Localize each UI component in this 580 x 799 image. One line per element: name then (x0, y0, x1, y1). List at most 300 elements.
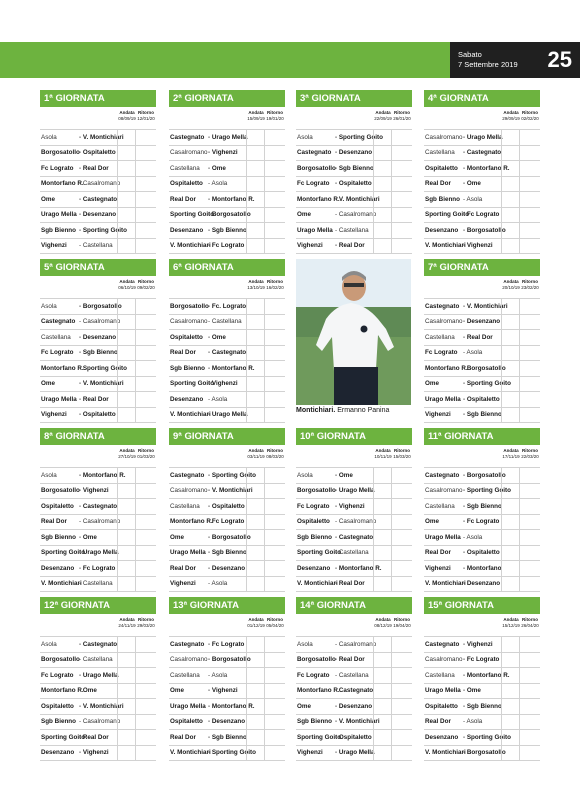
home-team: Castellana (170, 502, 200, 510)
home-team: Sporting Goito (41, 549, 86, 557)
andata-score-box (373, 653, 391, 668)
andata-score-box (373, 177, 391, 192)
away-team: - Borgosatollo (463, 365, 501, 372)
date-columns (424, 276, 540, 298)
andata-score-box (501, 130, 519, 145)
home-team: Ome (297, 211, 311, 219)
andata-score-box (373, 499, 391, 514)
ritorno-date: 19/01/20 (266, 115, 284, 121)
home-team: V. Montichiari (297, 580, 338, 588)
match-row (424, 529, 540, 545)
ritorno-score-box (519, 330, 537, 345)
match-row (424, 545, 540, 561)
andata-score-box (246, 530, 264, 545)
match-row (169, 560, 285, 576)
home-team: V. Montichiari (425, 242, 466, 250)
match-row (169, 238, 285, 255)
away-team: - Vighenzi (79, 487, 117, 494)
home-team: Ospitaletto (170, 718, 203, 726)
away-team: - Sporting Goito (208, 749, 246, 756)
andata-col (118, 448, 136, 459)
date-columns (296, 614, 412, 636)
ritorno-score-box (519, 208, 537, 223)
date-columns (40, 107, 156, 129)
home-team: Ome (425, 518, 439, 526)
andata-score-box (373, 684, 391, 699)
andata-score-box (246, 208, 264, 223)
match-row (40, 238, 156, 255)
away-team: - Urago Mella (335, 749, 373, 756)
home-team: Sporting Goito (170, 211, 215, 219)
away-team: - Castegnato (335, 687, 373, 694)
ritorno-score-box (519, 315, 537, 330)
match-row (169, 176, 285, 192)
ritorno-score-box (135, 161, 153, 176)
away-team: - Castellana (79, 580, 117, 587)
away-team: - Desenzano (208, 718, 246, 725)
andata-score-box (117, 130, 135, 145)
ritorno-score-box (264, 730, 282, 745)
andata-col (502, 110, 520, 121)
andata-score-box (246, 668, 264, 683)
away-team: - Castellana (208, 318, 246, 325)
andata-score-box (373, 699, 391, 714)
match-row (424, 391, 540, 407)
home-team: Fc Lograto (425, 349, 458, 357)
away-team: - Asola (208, 396, 246, 403)
match-row (40, 560, 156, 576)
away-team: - Ome (79, 534, 117, 541)
andata-score-box (246, 546, 264, 561)
home-team: Urago Mella (41, 395, 77, 403)
away-team: - Desenzano (463, 318, 501, 325)
andata-date: 29/09/19 (502, 115, 520, 121)
home-team: Real Dor (41, 518, 67, 526)
ritorno-score-box (519, 192, 537, 207)
away-team: - Real Dor (79, 165, 117, 172)
round-card (40, 259, 156, 423)
away-team: - Real Dor (335, 656, 373, 663)
away-team: - Ome (208, 334, 246, 341)
andata-score-box (501, 730, 519, 745)
away-team: - Ome (463, 180, 501, 187)
ritorno-label: Ritorno (138, 448, 154, 453)
andata-score-box (117, 361, 135, 376)
match-row (40, 298, 156, 314)
match-row (424, 129, 540, 145)
andata-score-box (373, 239, 391, 254)
ritorno-score-box (264, 346, 282, 361)
away-team: - Sporting Goito (208, 472, 246, 479)
andata-score-box (501, 208, 519, 223)
away-team: - Vighenzi (208, 149, 246, 156)
home-team: Urago Mella (297, 226, 333, 234)
match-row (296, 160, 412, 176)
issue-day: Sabato (458, 50, 482, 59)
ritorno-score-box (391, 699, 409, 714)
match-row (424, 467, 540, 483)
ritorno-col (393, 448, 411, 459)
away-team: - Montorfano (463, 565, 501, 572)
match-row (40, 391, 156, 407)
ritorno-col (266, 279, 284, 290)
away-team: - Sgb Bienno (463, 503, 501, 510)
andata-date: 17/11/19 (502, 453, 520, 459)
andata-score-box (501, 746, 519, 761)
away-team: - Montorfano R. (79, 472, 117, 479)
home-team: Fc Lograto (41, 671, 74, 679)
away-team: - Desenzano (79, 211, 117, 218)
home-team: Castegnato (170, 471, 205, 479)
home-team: Asola (41, 471, 57, 479)
round-card (424, 90, 540, 254)
ritorno-score-box (264, 577, 282, 592)
ritorno-score-box (519, 577, 537, 592)
home-team: Casalromano (170, 656, 208, 664)
match-row (40, 222, 156, 238)
andata-date: 01/12/19 (247, 622, 265, 628)
away-team: - Sporting Goito (463, 380, 501, 387)
ritorno-score-box (135, 392, 153, 407)
home-team: Borgosatollo (297, 164, 336, 172)
ritorno-score-box (391, 561, 409, 576)
match-row (296, 729, 412, 745)
home-team: V. Montichiari (41, 580, 82, 588)
ritorno-score-box (391, 730, 409, 745)
away-team: - Asola (463, 196, 501, 203)
andata-score-box (117, 715, 135, 730)
ritorno-score-box (264, 392, 282, 407)
andata-score-box (501, 161, 519, 176)
away-team: - Borgosatollo (79, 303, 117, 310)
away-team: - Fc. Lograto (208, 303, 246, 310)
ritorno-score-box (264, 299, 282, 314)
match-row (296, 560, 412, 576)
away-team: - Casalromano (335, 641, 373, 648)
home-team: Sgb Bienno (297, 718, 332, 726)
match-row (296, 145, 412, 161)
andata-score-box (117, 684, 135, 699)
match-row (169, 683, 285, 699)
away-team: - V. Montichiari (79, 380, 117, 387)
home-team: V. Montichiari (170, 242, 211, 250)
away-team: - Real Dor (335, 242, 373, 249)
away-team: - Montorfano R. (208, 365, 246, 372)
ritorno-score-box (135, 192, 153, 207)
away-team: - Casalromano (79, 180, 117, 187)
andata-score-box (373, 730, 391, 745)
date-columns (40, 445, 156, 467)
ritorno-date: 08/03/20 (266, 453, 284, 459)
andata-score-box (373, 130, 391, 145)
ritorno-score-box (135, 408, 153, 423)
andata-date: 15/12/19 (502, 622, 520, 628)
andata-score-box (117, 561, 135, 576)
ritorno-score-box (135, 637, 153, 652)
away-team: - Desenzano (335, 703, 373, 710)
match-row (40, 207, 156, 223)
round-card (296, 90, 412, 254)
page-number: 25 (547, 47, 572, 72)
ritorno-score-box (519, 177, 537, 192)
home-team: Ome (41, 380, 55, 388)
home-team: Asola (41, 302, 57, 310)
ritorno-score-box (519, 684, 537, 699)
andata-col (247, 279, 265, 290)
match-row (169, 729, 285, 745)
match-row (40, 498, 156, 514)
andata-score-box (373, 715, 391, 730)
home-team: Vighenzi (425, 411, 451, 419)
ritorno-col (521, 279, 539, 290)
match-row (424, 176, 540, 192)
home-team: Ospitaletto (170, 180, 203, 188)
match-row (296, 514, 412, 530)
ritorno-score-box (135, 361, 153, 376)
away-team: - Fc Lograto (463, 518, 501, 525)
andata-label: Andata (248, 448, 264, 453)
round-title: 1ª GIORNATA (40, 90, 156, 107)
ritorno-score-box (135, 239, 153, 254)
ritorno-label: Ritorno (522, 110, 538, 115)
match-row (40, 345, 156, 361)
andata-label: Andata (375, 617, 391, 622)
andata-date: 10/11/19 (374, 453, 392, 459)
ritorno-score-box (519, 239, 537, 254)
match-row (169, 207, 285, 223)
ritorno-date: 12/01/20 (137, 115, 155, 121)
home-team: Castegnato (297, 149, 332, 157)
home-team: Vighenzi (41, 242, 67, 250)
ritorno-col (393, 617, 411, 628)
match-row (424, 207, 540, 223)
ritorno-score-box (519, 223, 537, 238)
match-row (40, 376, 156, 392)
ritorno-score-box (135, 684, 153, 699)
ritorno-label: Ritorno (267, 617, 283, 622)
match-row (424, 314, 540, 330)
home-team: Sgb Bienno (170, 364, 205, 372)
home-team: Borgosatollo (297, 487, 336, 495)
away-team: - Ospitaletto (79, 411, 117, 418)
ritorno-score-box (135, 146, 153, 161)
match-row (296, 467, 412, 483)
ritorno-score-box (264, 684, 282, 699)
away-team: - Ospitaletto (463, 396, 501, 403)
issue-date (458, 50, 518, 70)
home-team: Castellana (41, 333, 71, 341)
away-team: - Borgosatollo (463, 749, 501, 756)
home-team: Castellana (425, 333, 455, 341)
away-team: - Castegnato (79, 641, 117, 648)
away-team: - Real Dor (463, 334, 501, 341)
ritorno-score-box (264, 546, 282, 561)
match-row (169, 745, 285, 762)
ritorno-date: 26/01/20 (393, 115, 411, 121)
ritorno-label: Ritorno (267, 448, 283, 453)
andata-score-box (373, 146, 391, 161)
round-title: 4ª GIORNATA (424, 90, 540, 107)
home-team: Asola (41, 640, 57, 648)
ritorno-score-box (135, 499, 153, 514)
away-team: - Ospitaletto (335, 734, 373, 741)
andata-score-box (373, 515, 391, 530)
ritorno-score-box (135, 577, 153, 592)
home-team: Ospitaletto (425, 702, 458, 710)
ritorno-score-box (135, 561, 153, 576)
ritorno-col (266, 617, 284, 628)
andata-score-box (117, 515, 135, 530)
home-team: Castellana (170, 671, 200, 679)
match-row (169, 545, 285, 561)
home-team: Ome (41, 195, 55, 203)
match-row (169, 514, 285, 530)
away-team: - Fc Lograto (463, 656, 501, 663)
home-team: Real Dor (425, 549, 451, 557)
andata-col (118, 279, 136, 290)
away-team: - Ospitaletto (335, 180, 373, 187)
ritorno-score-box (264, 746, 282, 761)
ritorno-date: 15/03/20 (393, 453, 411, 459)
match-row (40, 514, 156, 530)
home-team: Vighenzi (170, 580, 196, 588)
ritorno-score-box (519, 715, 537, 730)
away-team: - Sporting Goito (463, 734, 501, 741)
away-team: - V. Montichiari (335, 196, 373, 203)
match-row (296, 652, 412, 668)
andata-label: Andata (248, 110, 264, 115)
ritorno-score-box (135, 530, 153, 545)
andata-date: 03/11/19 (247, 453, 265, 459)
home-team: Castegnato (425, 640, 460, 648)
andata-date: 08/12/19 (374, 622, 392, 628)
match-row (296, 636, 412, 652)
match-row (40, 667, 156, 683)
match-row (169, 360, 285, 376)
andata-score-box (246, 746, 264, 761)
home-team: Castegnato (425, 471, 460, 479)
match-row (40, 145, 156, 161)
ritorno-date: 02/02/20 (521, 115, 539, 121)
andata-score-box (501, 637, 519, 652)
ritorno-score-box (519, 499, 537, 514)
round-card (296, 597, 412, 761)
away-team: - Casalromano (79, 718, 117, 725)
ritorno-score-box (264, 192, 282, 207)
round-title: 7ª GIORNATA (424, 259, 540, 276)
ritorno-score-box (519, 484, 537, 499)
match-row (424, 360, 540, 376)
ritorno-score-box (135, 330, 153, 345)
match-row (40, 714, 156, 730)
home-team: Castegnato (170, 640, 205, 648)
away-team: - Borgosatollo (208, 656, 246, 663)
ritorno-label: Ritorno (394, 617, 410, 622)
andata-score-box (501, 299, 519, 314)
ritorno-score-box (519, 637, 537, 652)
round-card (40, 90, 156, 254)
andata-score-box (117, 577, 135, 592)
round-title: 8ª GIORNATA (40, 428, 156, 445)
andata-score-box (246, 699, 264, 714)
andata-date: 13/10/19 (247, 284, 265, 290)
match-row (296, 667, 412, 683)
home-team: Castegnato (41, 318, 76, 326)
match-row (169, 345, 285, 361)
andata-col (247, 448, 265, 459)
home-team: Fc Lograto (297, 180, 330, 188)
home-team: Casalromano (425, 656, 463, 664)
andata-label: Andata (503, 448, 519, 453)
ritorno-col (266, 110, 284, 121)
home-team: Fc Lograto (41, 349, 74, 357)
match-row (296, 129, 412, 145)
home-team: Sporting Goito (297, 549, 342, 557)
andata-score-box (501, 484, 519, 499)
match-row (40, 176, 156, 192)
ritorno-score-box (391, 715, 409, 730)
andata-score-box (246, 577, 264, 592)
ritorno-score-box (519, 730, 537, 745)
ritorno-score-box (135, 653, 153, 668)
ritorno-score-box (264, 637, 282, 652)
away-team: - Asola (463, 534, 501, 541)
home-team: Sgb Bienno (41, 533, 76, 541)
match-row (169, 652, 285, 668)
match-row (424, 714, 540, 730)
home-team: Urago Mella (170, 702, 206, 710)
away-team: - Real Dor (335, 580, 373, 587)
away-team: - Montorfano R. (463, 672, 501, 679)
date-columns (169, 614, 285, 636)
home-team: Ospitaletto (297, 518, 330, 526)
ritorno-score-box (519, 130, 537, 145)
ritorno-score-box (391, 130, 409, 145)
round-title: 15ª GIORNATA (424, 597, 540, 614)
ritorno-score-box (391, 530, 409, 545)
andata-col (374, 617, 392, 628)
away-team: - Sgb Bienno (208, 549, 246, 556)
match-row (169, 391, 285, 407)
andata-score-box (501, 223, 519, 238)
round-card (169, 597, 285, 761)
date-columns (424, 107, 540, 129)
home-team: Casalromano (425, 318, 463, 326)
ritorno-score-box (391, 499, 409, 514)
ritorno-score-box (135, 730, 153, 745)
away-team: - Sgb Bienno (208, 227, 246, 234)
away-team: - Casalromano (79, 518, 117, 525)
match-row (296, 483, 412, 499)
ritorno-score-box (264, 699, 282, 714)
ritorno-score-box (391, 177, 409, 192)
andata-score-box (246, 299, 264, 314)
away-team: - Castellana (335, 672, 373, 679)
home-team: Real Dor (170, 564, 196, 572)
andata-score-box (501, 239, 519, 254)
match-row (169, 314, 285, 330)
andata-score-box (501, 192, 519, 207)
andata-score-box (246, 146, 264, 161)
away-team: - Ome (335, 472, 373, 479)
home-team: Castegnato (425, 302, 460, 310)
match-row (40, 576, 156, 593)
away-team: - V. Montichiari (463, 303, 501, 310)
away-team: - Castegnato (208, 349, 246, 356)
home-team: Montorfano R. (170, 518, 213, 526)
ritorno-score-box (135, 715, 153, 730)
home-team: Desenzano (425, 226, 459, 234)
